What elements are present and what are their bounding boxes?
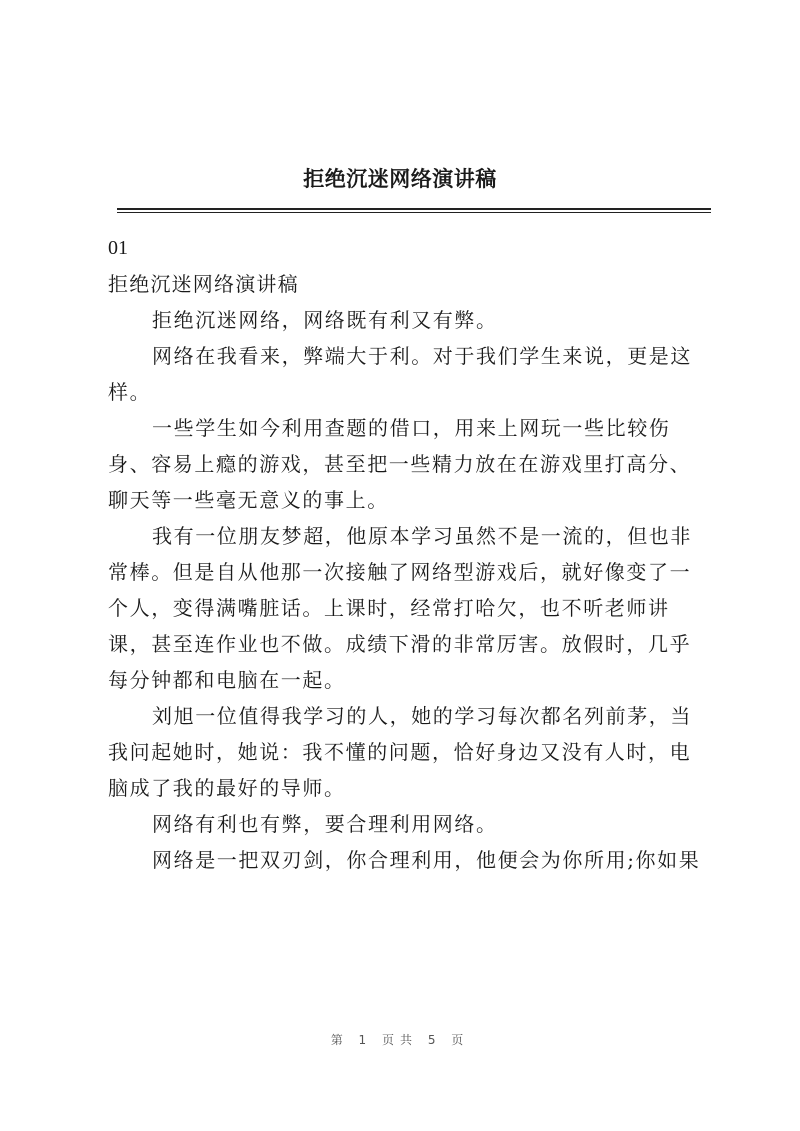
- paragraph: 我有一位朋友梦超，他原本学习虽然不是一流的，但也非常棒。但是自从他那一次接触了网络型游戏后，就好像变了一个人，变得满嘴脏话。上课时，经常打哈欠，也不听老师讲课，甚至连作业也不做。成绩下滑的非常厉害。放假时，几乎每分钟都和电脑在一起。: [108, 524, 692, 692]
- title-divider: [117, 208, 711, 213]
- page-title: 拒绝沉迷网络演讲稿: [303, 166, 497, 191]
- paragraph: 一些学生如今利用查题的借口，用来上网玩一些比较伤身、容易上瘾的游戏，甚至把一些精力放在在游戏里打高分、聊天等一些毫无意义的事上。: [108, 416, 692, 512]
- page-footer: 第 1 页共 5 页: [330, 1033, 470, 1047]
- paragraph: 拒绝沉迷网络，网络既有利又有弊。: [152, 308, 498, 332]
- paragraph: 网络在我看来，弊端大于利。对于我们学生来说，更是这样。: [108, 344, 692, 404]
- section-subtitle: 拒绝沉迷网络演讲稿: [108, 272, 299, 296]
- document-body: [108, 230, 708, 878]
- section-number: 01: [108, 237, 128, 259]
- paragraph: 网络是一把双刃剑，你合理利用，他便会为你所用;你如果: [152, 848, 701, 872]
- paragraph: 刘旭一位值得我学习的人，她的学习每次都名列前茅，当我问起她时，她说：我不懂的问题，恰好身边又没有人时，电脑成了我的最好的导师。: [108, 704, 692, 800]
- paragraph: 网络有利也有弊，要合理利用网络。: [152, 812, 498, 836]
